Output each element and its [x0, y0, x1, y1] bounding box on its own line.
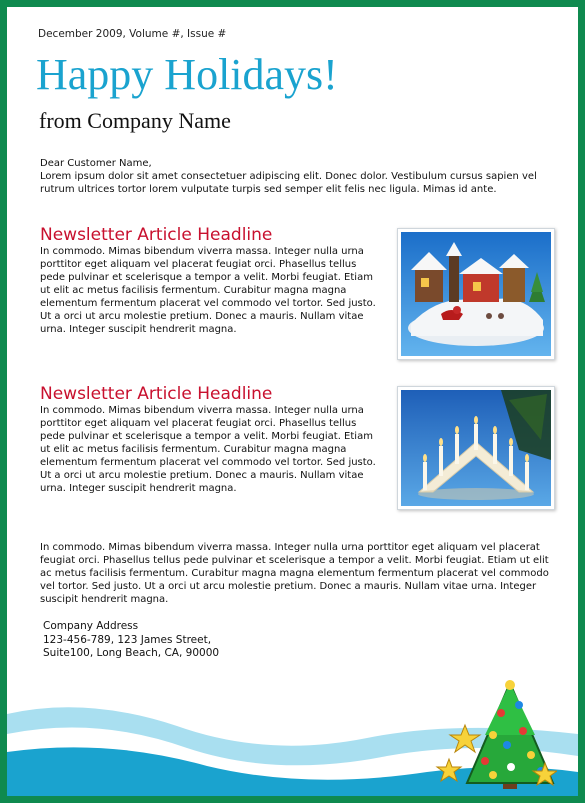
article-1 — [40, 225, 380, 336]
address-label: Company Address — [43, 620, 139, 632]
article-2-headline: Newsletter Article Headline — [40, 384, 273, 404]
issue-line: December 2009, Volume #, Issue # — [38, 28, 227, 40]
intro-text: Lorem ipsum dolor sit amet consectetuer adipiscing elit. Donec dolor. Vestibulum cursus sapien vel rutrum ultrices tortor lorem vulputate turpis sed semper elit felis nec ligula. Mimas id ante. — [40, 171, 537, 195]
address-line-1: 123-456-789, 123 James Street, — [43, 633, 212, 646]
christmas-village-photo — [401, 232, 551, 356]
christmas-tree-icon — [427, 675, 557, 800]
page-subtitle: from Company Name — [39, 108, 231, 133]
candle-arch-photo — [401, 390, 551, 506]
article-2 — [40, 384, 380, 495]
greeting: Dear Customer Name, — [40, 158, 152, 169]
article-1-photo — [397, 228, 555, 360]
closing-section — [40, 541, 552, 606]
company-address — [43, 620, 219, 661]
address-line-2: Suite100, Long Beach, CA, 90000 — [43, 647, 220, 659]
intro-section — [40, 157, 540, 196]
article-1-headline: Newsletter Article Headline — [40, 225, 273, 245]
article-1-body: In commodo. Mimas bibendum viverra massa. Integer nulla urna porttitor eget aliquam vel placerat feugiat orci. Phasellus tellus pede pulvinar et scelerisque a tempor a velit. Morbi feugiat. Etiam ut elit ac metus facilisis fermentum. Curabitur magna magna elementum fermentum placerat vel commodo vel tortor. Sed justo. Ut a orci ut arcu molestie pretium. Donec a mauris. Nullam vitae urna. Integer suscipit hendrerit magna. — [40, 246, 376, 335]
page-title: Happy Holidays! — [36, 50, 338, 99]
article-2-photo — [397, 386, 555, 510]
article-2-body: In commodo. Mimas bibendum viverra massa. Integer nulla urna porttitor eget aliquam vel placerat feugiat orci. Phasellus tellus pede pulvinar et scelerisque a tempor a velit. Morbi feugiat. Etiam ut elit ac metus facilisis fermentum. Curabitur magna magna elementum fermentum placerat vel commodo vel tortor. Sed justo. Ut a orci ut arcu molestie pretium. Donec a mauris. Nullam vitae urna. Integer suscipit hendrerit magna. — [40, 405, 376, 494]
closing-paragraph: In commodo. Mimas bibendum viverra massa. Integer nulla urna porttitor eget aliquam vel placerat feugiat orci. Phasellus tellus pede pulvinar et scelerisque a tempor a velit. Morbi feugiat. Etiam ut elit ac metus facilisis fermentum. Curabitur magna magna elementum fermentum placerat vel commodo vel tortor. Sed justo. Ut a orci ut arcu molestie pretium. Donec a mauris. Nullam vitae urna. Integer suscipit hendrerit magna. — [40, 542, 549, 605]
